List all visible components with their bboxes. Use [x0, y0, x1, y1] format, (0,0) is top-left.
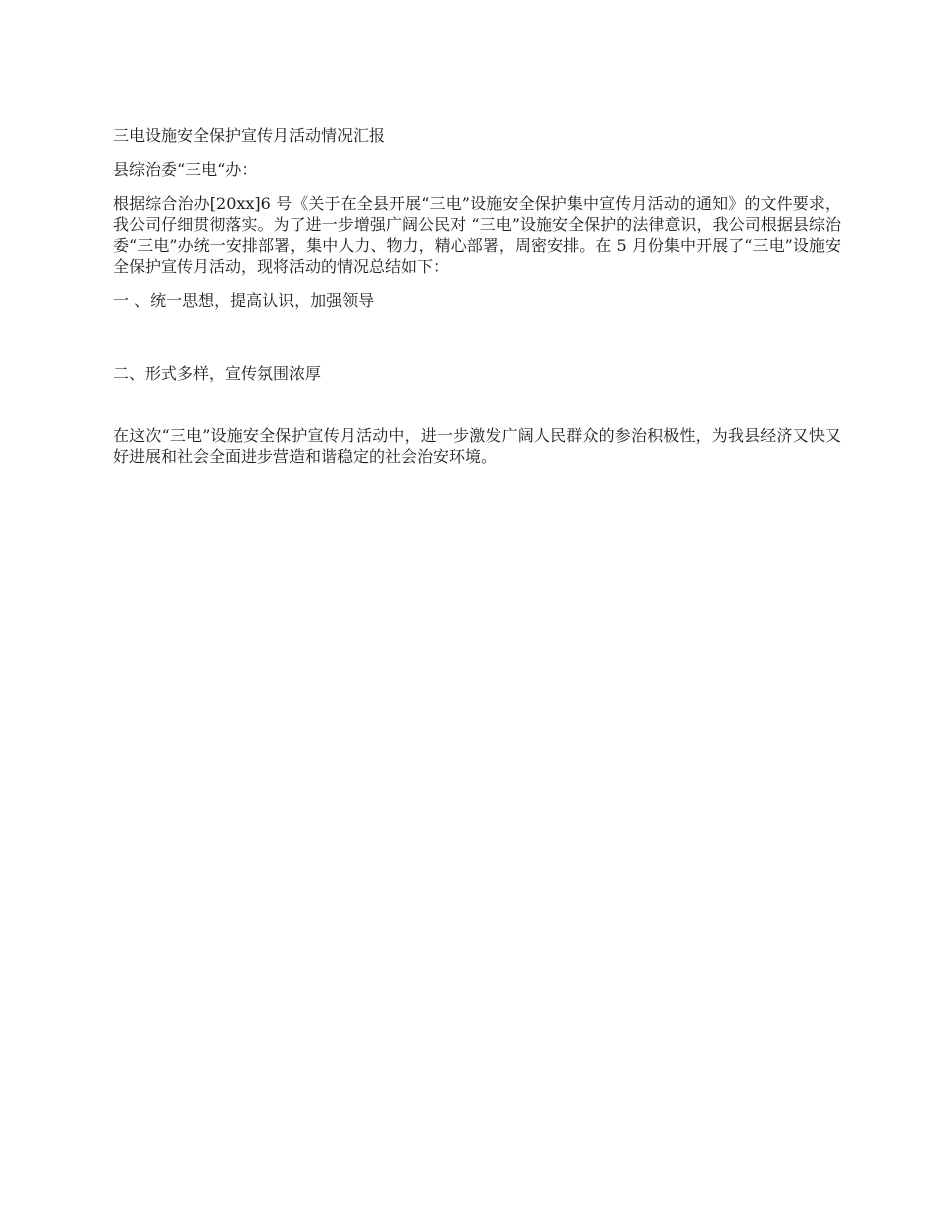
intro-paragraph: 根据综合治办[20xx]6 号《关于在全县开展“三电”设施安全保护集中宣传月活动的通知》的文件要求，我公司仔细贯彻落实。为了进一步增强广阔公民对 “三电”设施安全保护的法律意识，我公司根据县综治委“三电”办统一安排部署，集中人力、物力，精心部署，周密安排。在 5 月份集中开展了“三电”设施安全保护宣传月活动，现将活动的情况总结如下： [113, 194, 841, 276]
section-heading-1: 一 、统一思想，提高认识，加强领导 [113, 291, 375, 310]
document-body [113, 125, 841, 467]
closing-paragraph: 在这次“三电”设施安全保护宣传月活动中，进一步激发广阔人民群众的参治积极性，为我县经济又快又好进展和社会全面进步营造和谐稳定的社会治安环境。 [113, 426, 841, 466]
salutation: 县综治委“三电“办： [113, 160, 258, 179]
document-title: 三电设施安全保护宣传月活动情况汇报 [113, 126, 386, 145]
section-heading-2: 二、形式多样，宣传氛围浓厚 [113, 364, 322, 383]
